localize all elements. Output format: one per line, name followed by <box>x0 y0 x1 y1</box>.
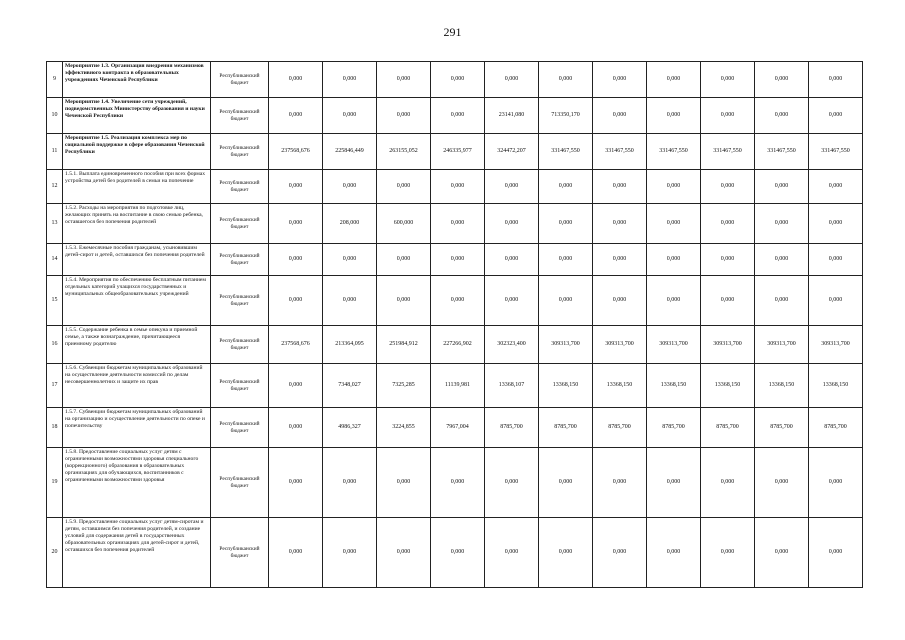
amount-cell: 8785,700 <box>755 408 809 448</box>
funding-source: Республиканский бюджет <box>211 364 269 408</box>
amount-cell: 3224,855 <box>377 408 431 448</box>
amount-cell: 0,000 <box>377 276 431 326</box>
amount-cell: 309313,700 <box>593 326 647 364</box>
amount-cell: 13368,150 <box>539 364 593 408</box>
amount-cell: 0,000 <box>593 170 647 204</box>
amount-cell: 0,000 <box>755 170 809 204</box>
row-number: 11 <box>47 134 63 170</box>
amount-cell: 0,000 <box>485 204 539 244</box>
amount-cell: 309313,700 <box>701 326 755 364</box>
funding-source: Республиканский бюджет <box>211 98 269 134</box>
funding-source: Республиканский бюджет <box>211 134 269 170</box>
amount-cell: 0,000 <box>539 276 593 326</box>
amount-cell: 0,000 <box>755 62 809 98</box>
amount-cell: 0,000 <box>323 448 377 518</box>
amount-cell: 0,000 <box>269 276 323 326</box>
measure-name: 1.5.7. Субвенции бюджетам муниципальных образований на организацию и осуществление деятельности по опеке и попечительству <box>63 408 211 448</box>
amount-cell: 0,000 <box>809 518 863 588</box>
amount-cell: 0,000 <box>431 170 485 204</box>
amount-cell: 0,000 <box>323 518 377 588</box>
measure-name: 1.5.4. Мероприятия по обеспечению бесплатным питанием отдельных категорий учащихся государственных и муниципальных общеобразовательных учреждений <box>63 276 211 326</box>
amount-cell: 331467,550 <box>647 134 701 170</box>
row-number: 18 <box>47 408 63 448</box>
row-number: 20 <box>47 518 63 588</box>
amount-cell: 0,000 <box>269 204 323 244</box>
amount-cell: 208,000 <box>323 204 377 244</box>
amount-cell: 0,000 <box>485 244 539 276</box>
amount-cell: 0,000 <box>269 364 323 408</box>
funding-source: Республиканский бюджет <box>211 244 269 276</box>
amount-cell: 0,000 <box>269 62 323 98</box>
row-number: 12 <box>47 170 63 204</box>
amount-cell: 0,000 <box>377 518 431 588</box>
amount-cell: 0,000 <box>701 518 755 588</box>
amount-cell: 7348,027 <box>323 364 377 408</box>
amount-cell: 8785,700 <box>647 408 701 448</box>
amount-cell: 0,000 <box>809 62 863 98</box>
measure-name: 1.5.8. Предоставление социальных услуг детям с ограниченными возможностями здоровья специального (коррекционного) образования в образовательных организациях для обучающихся, воспитанников с ограниченными возможностями здоровья <box>63 448 211 518</box>
amount-cell: 0,000 <box>323 170 377 204</box>
amount-cell: 237568,676 <box>269 134 323 170</box>
amount-cell: 0,000 <box>593 518 647 588</box>
funding-source: Республиканский бюджет <box>211 170 269 204</box>
amount-cell: 0,000 <box>701 276 755 326</box>
amount-cell: 0,000 <box>701 204 755 244</box>
amount-cell: 600,000 <box>377 204 431 244</box>
table-row <box>47 276 863 326</box>
amount-cell: 13368,150 <box>755 364 809 408</box>
amount-cell: 0,000 <box>809 204 863 244</box>
amount-cell: 213364,095 <box>323 326 377 364</box>
amount-cell: 302323,400 <box>485 326 539 364</box>
amount-cell: 0,000 <box>593 276 647 326</box>
budget-table <box>46 61 863 588</box>
table-row <box>47 170 863 204</box>
row-number: 19 <box>47 448 63 518</box>
amount-cell: 0,000 <box>269 170 323 204</box>
funding-source: Республиканский бюджет <box>211 204 269 244</box>
amount-cell: 225846,449 <box>323 134 377 170</box>
amount-cell: 0,000 <box>701 448 755 518</box>
amount-cell: 251984,912 <box>377 326 431 364</box>
table-row <box>47 244 863 276</box>
amount-cell: 0,000 <box>647 170 701 204</box>
amount-cell: 0,000 <box>755 98 809 134</box>
amount-cell: 13368,150 <box>701 364 755 408</box>
measure-name: Мероприятие 1.4. Увеличение сети учреждений, подведомственных Министерству образования и науки Чеченской Республики <box>63 98 211 134</box>
row-number: 17 <box>47 364 63 408</box>
measure-name: 1.5.9. Предоставление социальных услуг детям-сиротам и детям, оставшимся без попечения родителей, и создание условий для содержания детей в государственных образовательных организациях для детей-сирот и детей, оставшихся без попечения родителей <box>63 518 211 588</box>
measure-name: Мероприятие 1.5. Реализация комплекса мер по социальной поддержке в сфере образования Чеченской Республики <box>63 134 211 170</box>
amount-cell: 0,000 <box>431 276 485 326</box>
funding-source: Республиканский бюджет <box>211 518 269 588</box>
amount-cell: 0,000 <box>377 62 431 98</box>
amount-cell: 0,000 <box>539 244 593 276</box>
amount-cell: 0,000 <box>269 98 323 134</box>
amount-cell: 0,000 <box>323 244 377 276</box>
page-number: 291 <box>443 25 462 39</box>
row-number: 13 <box>47 204 63 244</box>
amount-cell: 0,000 <box>647 276 701 326</box>
amount-cell: 8785,700 <box>485 408 539 448</box>
table-row <box>47 408 863 448</box>
table-body <box>47 62 863 588</box>
amount-cell: 4986,327 <box>323 408 377 448</box>
amount-cell: 0,000 <box>377 448 431 518</box>
amount-cell: 0,000 <box>701 98 755 134</box>
amount-cell: 0,000 <box>593 204 647 244</box>
amount-cell: 13368,150 <box>647 364 701 408</box>
amount-cell: 331467,550 <box>701 134 755 170</box>
table-row <box>47 364 863 408</box>
measure-name: 1.5.3. Ежемесячные пособия гражданам, усыновившим детей-сирот и детей, оставшихся без попечения родителей <box>63 244 211 276</box>
amount-cell: 0,000 <box>539 204 593 244</box>
amount-cell: 7325,285 <box>377 364 431 408</box>
amount-cell: 0,000 <box>593 62 647 98</box>
amount-cell: 13368,107 <box>485 364 539 408</box>
amount-cell: 0,000 <box>539 448 593 518</box>
amount-cell: 0,000 <box>485 276 539 326</box>
amount-cell: 0,000 <box>593 448 647 518</box>
amount-cell: 309313,700 <box>539 326 593 364</box>
amount-cell: 0,000 <box>755 244 809 276</box>
amount-cell: 0,000 <box>539 170 593 204</box>
amount-cell: 237568,676 <box>269 326 323 364</box>
measure-name: 1.5.5. Содержание ребенка в семье опекуна и приемной семье, а также вознаграждение, причитающееся приемному родителю <box>63 326 211 364</box>
amount-cell: 0,000 <box>701 170 755 204</box>
amount-cell: 0,000 <box>539 62 593 98</box>
amount-cell: 0,000 <box>647 62 701 98</box>
row-number: 10 <box>47 98 63 134</box>
amount-cell: 0,000 <box>809 98 863 134</box>
measure-name: 1.5.2. Расходы на мероприятия по подготовке лиц, желающих принять на воспитание в свою семью ребенка, оставшегося без попечения родителей <box>63 204 211 244</box>
amount-cell: 0,000 <box>647 98 701 134</box>
amount-cell: 8785,700 <box>701 408 755 448</box>
amount-cell: 0,000 <box>701 62 755 98</box>
amount-cell: 331467,550 <box>755 134 809 170</box>
amount-cell: 0,000 <box>431 448 485 518</box>
amount-cell: 0,000 <box>755 276 809 326</box>
funding-source: Республиканский бюджет <box>211 408 269 448</box>
amount-cell: 0,000 <box>377 244 431 276</box>
amount-cell: 331467,550 <box>539 134 593 170</box>
amount-cell: 227266,902 <box>431 326 485 364</box>
amount-cell: 0,000 <box>647 204 701 244</box>
table-row <box>47 326 863 364</box>
amount-cell: 8785,700 <box>809 408 863 448</box>
amount-cell: 13368,150 <box>593 364 647 408</box>
funding-source: Республиканский бюджет <box>211 62 269 98</box>
amount-cell: 0,000 <box>377 98 431 134</box>
amount-cell: 0,000 <box>431 98 485 134</box>
amount-cell: 0,000 <box>647 244 701 276</box>
amount-cell: 0,000 <box>269 448 323 518</box>
funding-source: Республиканский бюджет <box>211 276 269 326</box>
table-row <box>47 98 863 134</box>
amount-cell: 0,000 <box>269 244 323 276</box>
amount-cell: 23141,080 <box>485 98 539 134</box>
amount-cell: 324472,207 <box>485 134 539 170</box>
amount-cell: 13368,150 <box>809 364 863 408</box>
amount-cell: 0,000 <box>269 518 323 588</box>
row-number: 16 <box>47 326 63 364</box>
measure-name: 1.5.6. Субвенции бюджетам муниципальных образований на осуществление деятельности комиссий по делам несовершеннолетних и защите их прав <box>63 364 211 408</box>
amount-cell: 0,000 <box>809 448 863 518</box>
amount-cell: 0,000 <box>269 408 323 448</box>
amount-cell: 0,000 <box>755 204 809 244</box>
amount-cell: 0,000 <box>755 518 809 588</box>
amount-cell: 0,000 <box>323 276 377 326</box>
amount-cell: 0,000 <box>593 244 647 276</box>
amount-cell: 0,000 <box>809 170 863 204</box>
amount-cell: 0,000 <box>431 518 485 588</box>
amount-cell: 0,000 <box>539 518 593 588</box>
table-row <box>47 518 863 588</box>
table-row <box>47 204 863 244</box>
table-row <box>47 62 863 98</box>
amount-cell: 0,000 <box>485 518 539 588</box>
amount-cell: 0,000 <box>323 62 377 98</box>
funding-source: Республиканский бюджет <box>211 326 269 364</box>
amount-cell: 309313,700 <box>647 326 701 364</box>
amount-cell: 0,000 <box>377 170 431 204</box>
amount-cell: 0,000 <box>485 448 539 518</box>
amount-cell: 331467,550 <box>593 134 647 170</box>
table-row <box>47 448 863 518</box>
amount-cell: 8785,700 <box>593 408 647 448</box>
amount-cell: 0,000 <box>485 62 539 98</box>
row-number: 9 <box>47 62 63 98</box>
amount-cell: 11139,981 <box>431 364 485 408</box>
amount-cell: 0,000 <box>431 62 485 98</box>
table-row <box>47 134 863 170</box>
row-number: 14 <box>47 244 63 276</box>
amount-cell: 0,000 <box>431 244 485 276</box>
amount-cell: 263155,052 <box>377 134 431 170</box>
row-number: 15 <box>47 276 63 326</box>
amount-cell: 0,000 <box>647 518 701 588</box>
amount-cell: 0,000 <box>485 170 539 204</box>
amount-cell: 0,000 <box>755 448 809 518</box>
amount-cell: 0,000 <box>647 448 701 518</box>
funding-source: Республиканский бюджет <box>211 448 269 518</box>
amount-cell: 309313,700 <box>809 326 863 364</box>
amount-cell: 7967,004 <box>431 408 485 448</box>
amount-cell: 0,000 <box>593 98 647 134</box>
amount-cell: 0,000 <box>809 276 863 326</box>
amount-cell: 0,000 <box>431 204 485 244</box>
amount-cell: 0,000 <box>809 244 863 276</box>
measure-name: Мероприятие 1.3. Организация внедрения механизмов эффективного контракта в образовательных учреждениях Чеченской Республики <box>63 62 211 98</box>
amount-cell: 331467,550 <box>809 134 863 170</box>
amount-cell: 309313,700 <box>755 326 809 364</box>
amount-cell: 8785,700 <box>539 408 593 448</box>
amount-cell: 0,000 <box>323 98 377 134</box>
amount-cell: 713350,170 <box>539 98 593 134</box>
measure-name: 1.5.1. Выплата единовременного пособия при всех формах устройства детей без родителей в семьи на попечение <box>63 170 211 204</box>
amount-cell: 246335,977 <box>431 134 485 170</box>
amount-cell: 0,000 <box>701 244 755 276</box>
